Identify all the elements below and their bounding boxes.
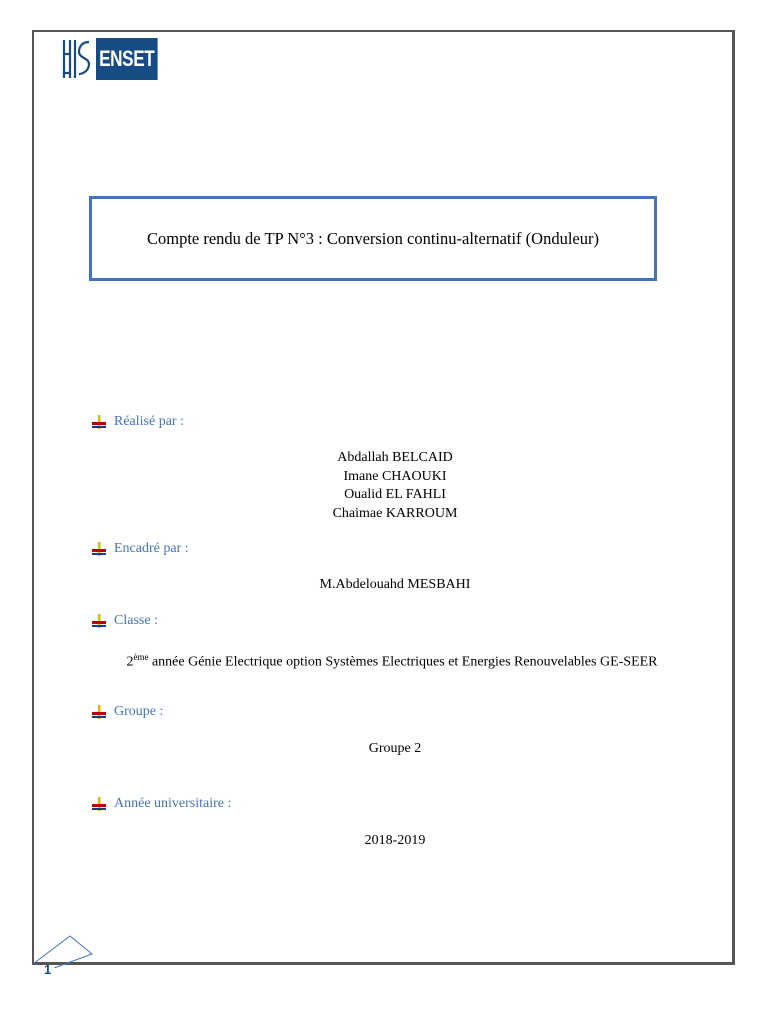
- academic-year: 2018-2019: [364, 833, 426, 848]
- bullet-icon: [92, 797, 106, 811]
- title-box: [89, 196, 657, 281]
- bullet-icon: [92, 415, 106, 429]
- section-classe-label: Classe :: [92, 613, 158, 629]
- bullet-icon: [92, 614, 106, 628]
- report-title: Compte rendu de TP N°3 : Conversion continu-alternatif (Onduleur): [146, 228, 599, 248]
- section-encadre-label: Encadré par :: [92, 541, 189, 557]
- class-description: 2ème année Génie Electrique option Systèmes Electriques et Energies Renouvelables GE-SEER: [126, 652, 658, 670]
- member-name: Abdallah BELCAID: [337, 450, 453, 465]
- section-annee-label: Année universitaire :: [92, 796, 231, 812]
- supervisor-name: M.Abdelouahd MESBAHI: [319, 577, 471, 592]
- bullet-icon: [92, 542, 106, 556]
- members-list: [92, 449, 698, 523]
- bullet-icon: [92, 705, 106, 719]
- page-number-shape-icon: [32, 934, 94, 968]
- member-name: Imane CHAOUKI: [343, 468, 447, 484]
- enset-logo: [61, 38, 175, 80]
- group-value: Groupe 2: [368, 741, 422, 756]
- section-groupe-label: Groupe :: [92, 704, 163, 720]
- member-name: Chaimae KARROUM: [332, 505, 458, 521]
- logo-text: ENSET: [96, 38, 158, 80]
- page-number: 1: [44, 962, 52, 977]
- member-name: Oualid EL FAHLI: [344, 487, 446, 502]
- university-emblem-icon: [61, 38, 93, 80]
- section-realise-label: Réalisé par :: [92, 414, 184, 430]
